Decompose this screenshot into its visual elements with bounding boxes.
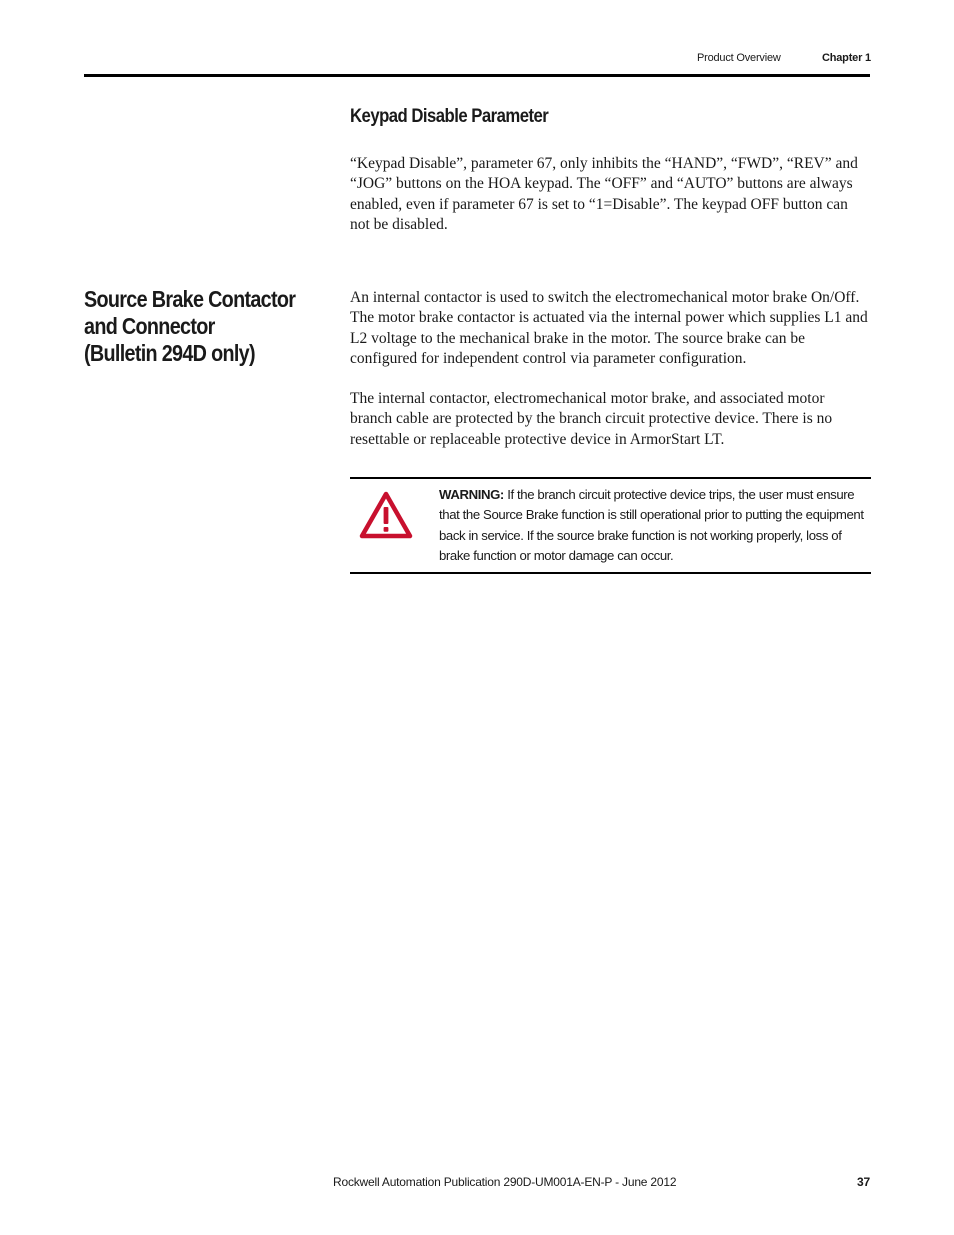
warning-message: If the branch circuit protective device trips, the user must ensure that the Source Brake function is still operational prior to putting the equipment back in service. If the source brake function is not working properly, loss of brake function or motor damage can occur.: [439, 487, 864, 563]
brake-paragraph-2: The internal contactor, electromechanical motor brake, and associated motor branch cable are protected by the branch circuit protective device. There is no resettable or replaceable protective device in ArmorStart LT.: [350, 390, 833, 448]
keypad-section-heading: Keypad Disable Parameter: [350, 106, 549, 127]
warning-callout: [350, 477, 871, 574]
warning-text: [439, 485, 867, 566]
warning-triangle-icon: [359, 490, 413, 540]
brake-heading-line-1: Source Brake Contactor: [84, 286, 296, 312]
warning-label: WARNING:: [439, 487, 504, 502]
brake-section-heading: [84, 286, 299, 367]
header-section-title: Product Overview: [697, 52, 781, 64]
keypad-section-paragraph: “Keypad Disable”, parameter 67, only inhibits the “HAND”, “FWD”, “REV” and “JOG” buttons on the HOA keypad. The “OFF” and “AUTO” buttons are always enabled, even if parameter 67 is set to “1=Disable”. The keypad OFF button can not be disabled.: [350, 155, 858, 234]
header-chapter-label: Chapter 1: [822, 52, 871, 64]
brake-heading-line-3: (Bulletin 294D only): [84, 340, 255, 366]
header-rule: [84, 74, 870, 77]
brake-paragraph-1: An internal contactor is used to switch the electromechanical motor brake On/Off. The motor brake contactor is actuated via the internal power which supplies L1 and L2 voltage to the mechanical brake in the motor. The source brake can be configured for independent control via parameter configuration.: [350, 289, 868, 368]
page-number: 37: [857, 1175, 870, 1189]
footer-publication: Rockwell Automation Publication 290D-UM001A-EN-P - June 2012: [333, 1175, 677, 1189]
brake-heading-line-2: and Connector: [84, 313, 215, 339]
